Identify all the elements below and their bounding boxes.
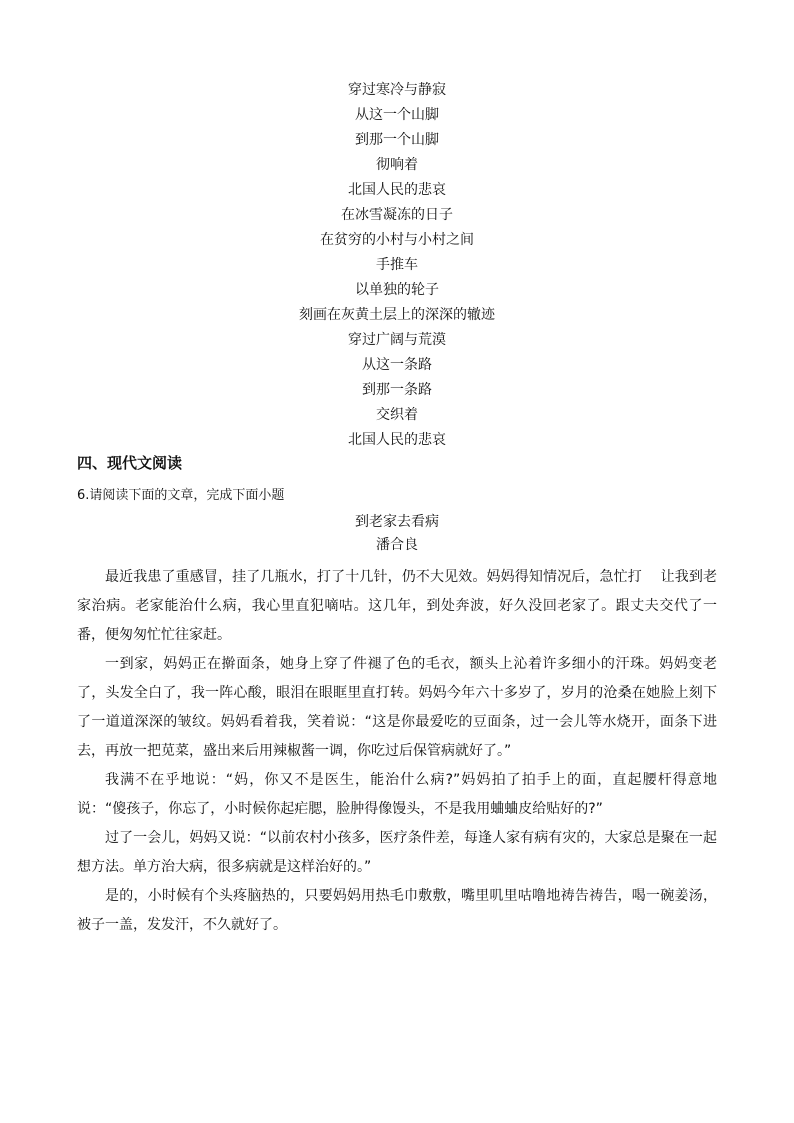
section-heading: 四、现代文阅读 xyxy=(77,454,183,472)
poem-line: 刻画在灰黄土层上的深深的辙迹 xyxy=(299,307,495,323)
poem-line: 从这一个山脚 xyxy=(355,107,439,123)
poem-line: 穿过寒冷与静寂 xyxy=(348,82,446,98)
article-paragraph: 最近我患了重感冒，挂了几瓶水，打了十几针，仍不大见效。妈妈得知情况后，急忙打 让我到老家治病。老家能治什么病，我心里直犯嘀咕。这几年，到处奔波，好久没回老家了。跟丈夫交代了一番，便匆匆忙忙往家赶。 xyxy=(77,569,717,643)
article-paragraph: 我满不在乎地说：“妈，你又不是医生，能治什么病?”妈妈拍了拍手上的面，直起腰杆得意地说：“傻孩子，你忘了，小时候你起疟腮，脸肿得像馒头，不是我用蛐蛐皮给贴好的?” xyxy=(77,772,717,817)
poem-line: 到那一个山脚 xyxy=(355,132,439,148)
poem-line: 以单独的轮子 xyxy=(355,282,439,298)
article-paragraph: 过了一会儿，妈妈又说：“以前农村小孩多，医疗条件差，每逢人家有病有灾的，大家总是聚在一起想方法。单方治大病，很多病就是这样治好的。” xyxy=(77,830,717,875)
poem-line: 北国人民的悲哀 xyxy=(348,432,446,448)
poem xyxy=(0,78,794,453)
poem-line: 手推车 xyxy=(376,257,418,273)
poem-line: 穿过广阔与荒漠 xyxy=(348,332,446,348)
poem-line: 在贫穷的小村与小村之间 xyxy=(320,232,474,248)
article-paragraph: 是的，小时候有个头疼脑热的，只要妈妈用热毛巾敷敷，嘴里叽里咕噜地祷告祷告，喝一碗姜汤，被子一盖，发发汗，不久就好了。 xyxy=(77,888,717,933)
poem-line: 到那一条路 xyxy=(362,382,432,398)
poem-line: 从这一条路 xyxy=(362,357,432,373)
article-body xyxy=(77,563,717,940)
article-author: 潘合良 xyxy=(376,537,418,553)
poem-line: 北国人民的悲哀 xyxy=(348,182,446,198)
poem-line: 彻响着 xyxy=(376,157,418,173)
poem-line: 交织着 xyxy=(376,407,418,423)
article-paragraph: 一到家，妈妈正在擀面条，她身上穿了件褪了色的毛衣，额头上沁着许多细小的汗珠。妈妈变老了，头发全白了，我一阵心酸，眼泪在眼眶里直打转。妈妈今年六十多岁了，岁月的沧桑在她脸上刻下了一道道深深的皱纹。妈妈看着我，笑着说：“这是你最爱吃的豆面条，过一会儿等水烧开，面条下进去，再放一把苋菜，盛出来后用辣椒酱一调，你吃过后保管病就好了。” xyxy=(77,656,717,759)
article-title: 到老家去看病 xyxy=(355,514,439,530)
poem-line: 在冰雪凝冻的日子 xyxy=(341,207,453,223)
question-prompt: 6.请阅读下面的文章，完成下面小题 xyxy=(77,488,285,503)
